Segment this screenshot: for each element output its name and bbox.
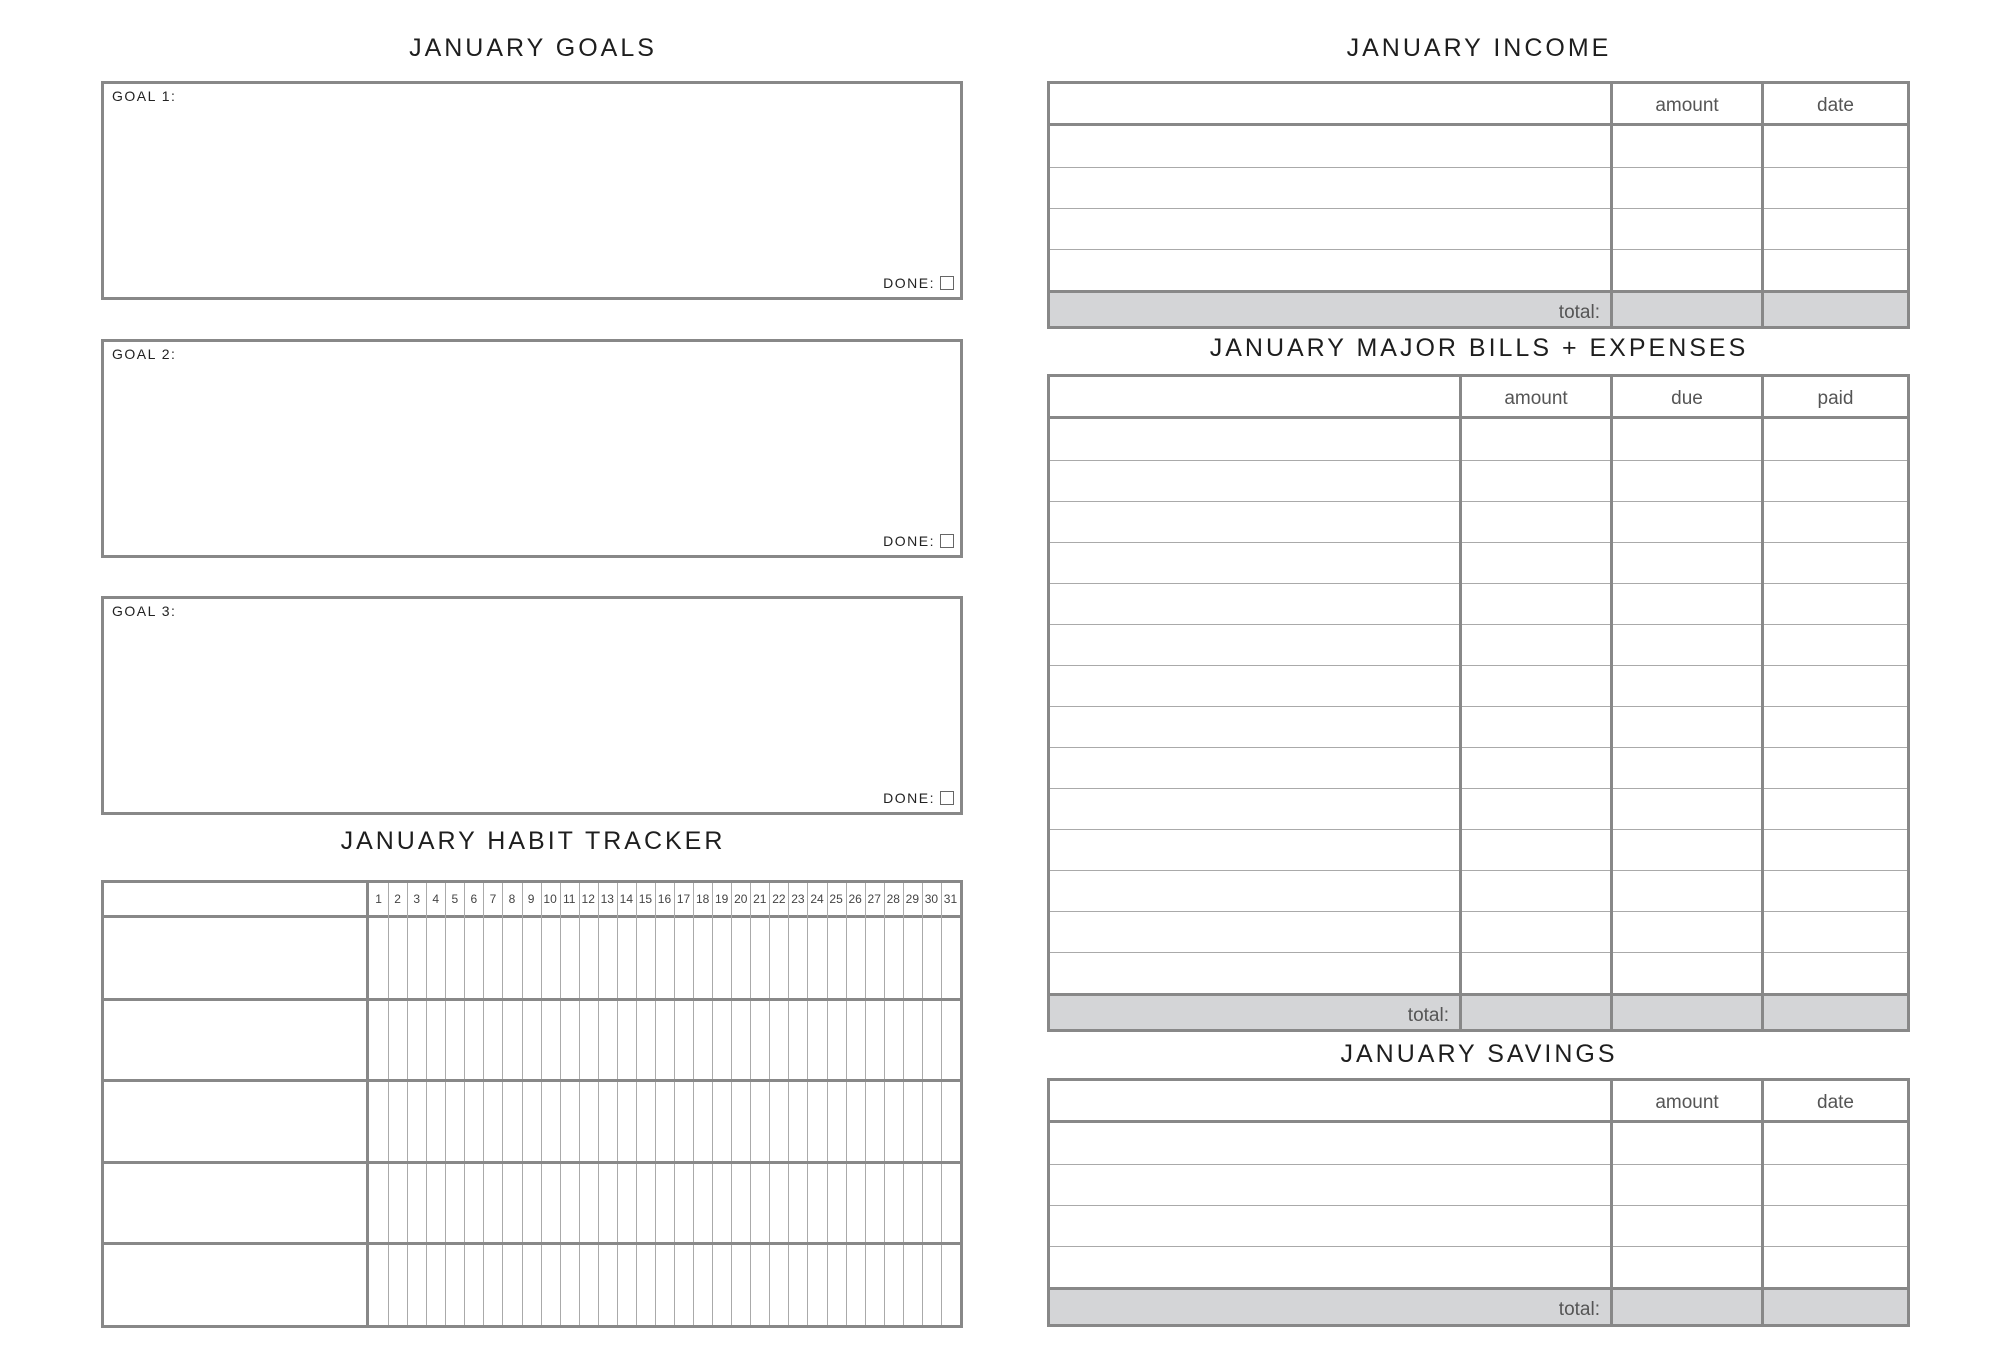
habit-day-number: 30: [924, 892, 939, 906]
habit-row-divider: [104, 1079, 960, 1082]
bills-row[interactable]: [1050, 747, 1907, 788]
goals-title: JANUARY GOALS: [409, 34, 657, 62]
savings-row-divider: [1050, 1205, 1907, 1206]
habit-day-number: 22: [772, 892, 786, 906]
habit-row-divider: [104, 1242, 960, 1245]
bills-title: JANUARY MAJOR BILLS + EXPENSES: [1209, 334, 1749, 362]
habit-day-number: 23: [791, 892, 805, 906]
habit-day-number: 7: [489, 892, 497, 906]
bills-row[interactable]: [1050, 952, 1907, 993]
habit-day-number: 21: [753, 892, 767, 906]
habit-day-number: 1: [375, 892, 382, 906]
income-col-amount: amount: [1655, 95, 1719, 116]
habit-day-number: 29: [905, 892, 919, 906]
bills-total-label: total:: [1407, 1005, 1449, 1026]
income-row-divider: [1050, 249, 1907, 250]
savings-col-amount: amount: [1655, 1092, 1719, 1113]
habit-row-divider: [104, 998, 960, 1001]
habit-day-number: 9: [527, 892, 535, 906]
bills-row-divider: [1050, 829, 1907, 830]
habit-row-divider: [104, 1161, 960, 1164]
savings-row[interactable]: [1050, 1205, 1907, 1246]
bills-row-divider: [1050, 747, 1907, 748]
bills-row[interactable]: [1050, 460, 1907, 501]
bills-row-divider: [1050, 706, 1907, 707]
habit-day-number: 12: [581, 892, 595, 906]
bills-row[interactable]: [1050, 829, 1907, 870]
goal-1-done: [883, 275, 954, 291]
savings-col-date: date: [1817, 1092, 1854, 1113]
income-title: JANUARY INCOME: [1346, 34, 1612, 62]
bills-row-divider: [1050, 460, 1907, 461]
income-col-date: date: [1817, 95, 1854, 116]
bills-row[interactable]: [1050, 624, 1907, 665]
habit-day-number: 4: [432, 892, 440, 906]
bills-col-amount: amount: [1504, 388, 1568, 409]
goal-1-done-label: DONE:: [883, 275, 935, 291]
habit-day-number: 6: [470, 892, 478, 906]
income-column-divider: [1610, 84, 1613, 326]
habit-day-number: 31: [943, 892, 958, 906]
habit-day-number: 27: [867, 892, 881, 906]
bills-row-divider: [1050, 911, 1907, 912]
goal-2-box[interactable]: [101, 339, 963, 558]
habit-day-number: 3: [413, 892, 420, 906]
income-row[interactable]: [1050, 167, 1907, 208]
savings-title: JANUARY SAVINGS: [1340, 1040, 1618, 1068]
habit-day-number: 20: [734, 892, 748, 906]
habit-day-number: 17: [676, 892, 691, 906]
habit-day-number: 2: [394, 892, 401, 906]
habit-day-number: 15: [638, 892, 653, 906]
bills-table: [1047, 374, 1910, 1032]
habit-tracker-title: JANUARY HABIT TRACKER: [340, 827, 726, 855]
habit-day-number: 16: [657, 892, 672, 906]
income-row[interactable]: [1050, 208, 1907, 249]
goal-3-box[interactable]: [101, 596, 963, 815]
savings-row[interactable]: [1050, 1246, 1907, 1287]
habit-day-number: 19: [715, 892, 729, 906]
income-total-label: total:: [1558, 302, 1600, 323]
bills-row[interactable]: [1050, 665, 1907, 706]
habit-day-number: 5: [451, 892, 459, 906]
bills-row[interactable]: [1050, 870, 1907, 911]
goal-1-label: GOAL 1:: [112, 88, 177, 104]
habit-row[interactable]: [104, 1244, 960, 1325]
goal-2-checkbox[interactable]: [940, 534, 954, 548]
savings-row-divider: [1050, 1246, 1907, 1247]
habit-row[interactable]: [104, 918, 960, 999]
bills-column-divider: [1610, 377, 1613, 1029]
habit-day-number: 26: [848, 892, 862, 906]
savings-row-divider: [1050, 1164, 1907, 1165]
goal-1-box[interactable]: [101, 81, 963, 300]
habit-row[interactable]: [104, 1081, 960, 1162]
bills-row[interactable]: [1050, 583, 1907, 624]
habit-day-number: 14: [619, 892, 634, 906]
income-table: [1047, 81, 1910, 329]
goal-2-done-label: DONE:: [883, 533, 935, 549]
income-row[interactable]: [1050, 249, 1907, 290]
bills-col-paid: paid: [1817, 388, 1854, 409]
bills-row-divider: [1050, 788, 1907, 789]
income-row-divider: [1050, 208, 1907, 209]
goal-3-done-label: DONE:: [883, 790, 935, 806]
habit-day-number: 18: [695, 892, 710, 906]
savings-row[interactable]: [1050, 1123, 1907, 1164]
habit-day-number: 8: [508, 892, 516, 906]
bills-row[interactable]: [1050, 419, 1907, 460]
savings-total-label: total:: [1558, 1299, 1600, 1320]
bills-row-divider: [1050, 583, 1907, 584]
bills-row[interactable]: [1050, 788, 1907, 829]
bills-column-divider: [1761, 377, 1764, 1029]
habit-day-number: 25: [829, 892, 843, 906]
habit-row[interactable]: [104, 999, 960, 1080]
goal-3-label: GOAL 3:: [112, 603, 177, 619]
bills-row-divider: [1050, 624, 1907, 625]
bills-row-divider: [1050, 501, 1907, 502]
savings-column-divider: [1761, 1081, 1764, 1324]
bills-col-due: due: [1671, 388, 1703, 409]
habit-day-number: 28: [886, 892, 900, 906]
bills-row[interactable]: [1050, 501, 1907, 542]
savings-row[interactable]: [1050, 1164, 1907, 1205]
bills-column-divider: [1459, 377, 1462, 1029]
income-row[interactable]: [1050, 126, 1907, 167]
habit-day-number: 10: [543, 892, 557, 906]
goal-1-checkbox[interactable]: [940, 276, 954, 290]
bills-row-divider: [1050, 665, 1907, 666]
habit-day-number: 24: [810, 892, 824, 906]
bills-row-divider: [1050, 870, 1907, 871]
bills-row-divider: [1050, 542, 1907, 543]
income-column-divider: [1761, 84, 1764, 326]
habit-row[interactable]: [104, 1162, 960, 1243]
goal-3-checkbox[interactable]: [940, 791, 954, 805]
bills-row[interactable]: [1050, 542, 1907, 583]
goal-2-label: GOAL 2:: [112, 346, 177, 362]
bills-row[interactable]: [1050, 706, 1907, 747]
habit-day-number: 11: [562, 892, 576, 906]
goal-3-done: [883, 790, 954, 806]
goal-2-done: [883, 533, 954, 549]
habit-day-number: 13: [600, 892, 614, 906]
bills-row[interactable]: [1050, 911, 1907, 952]
savings-table: [1047, 1078, 1910, 1327]
habit-tracker-table: [101, 880, 963, 1328]
bills-row-divider: [1050, 952, 1907, 953]
savings-column-divider: [1610, 1081, 1613, 1324]
income-row-divider: [1050, 167, 1907, 168]
